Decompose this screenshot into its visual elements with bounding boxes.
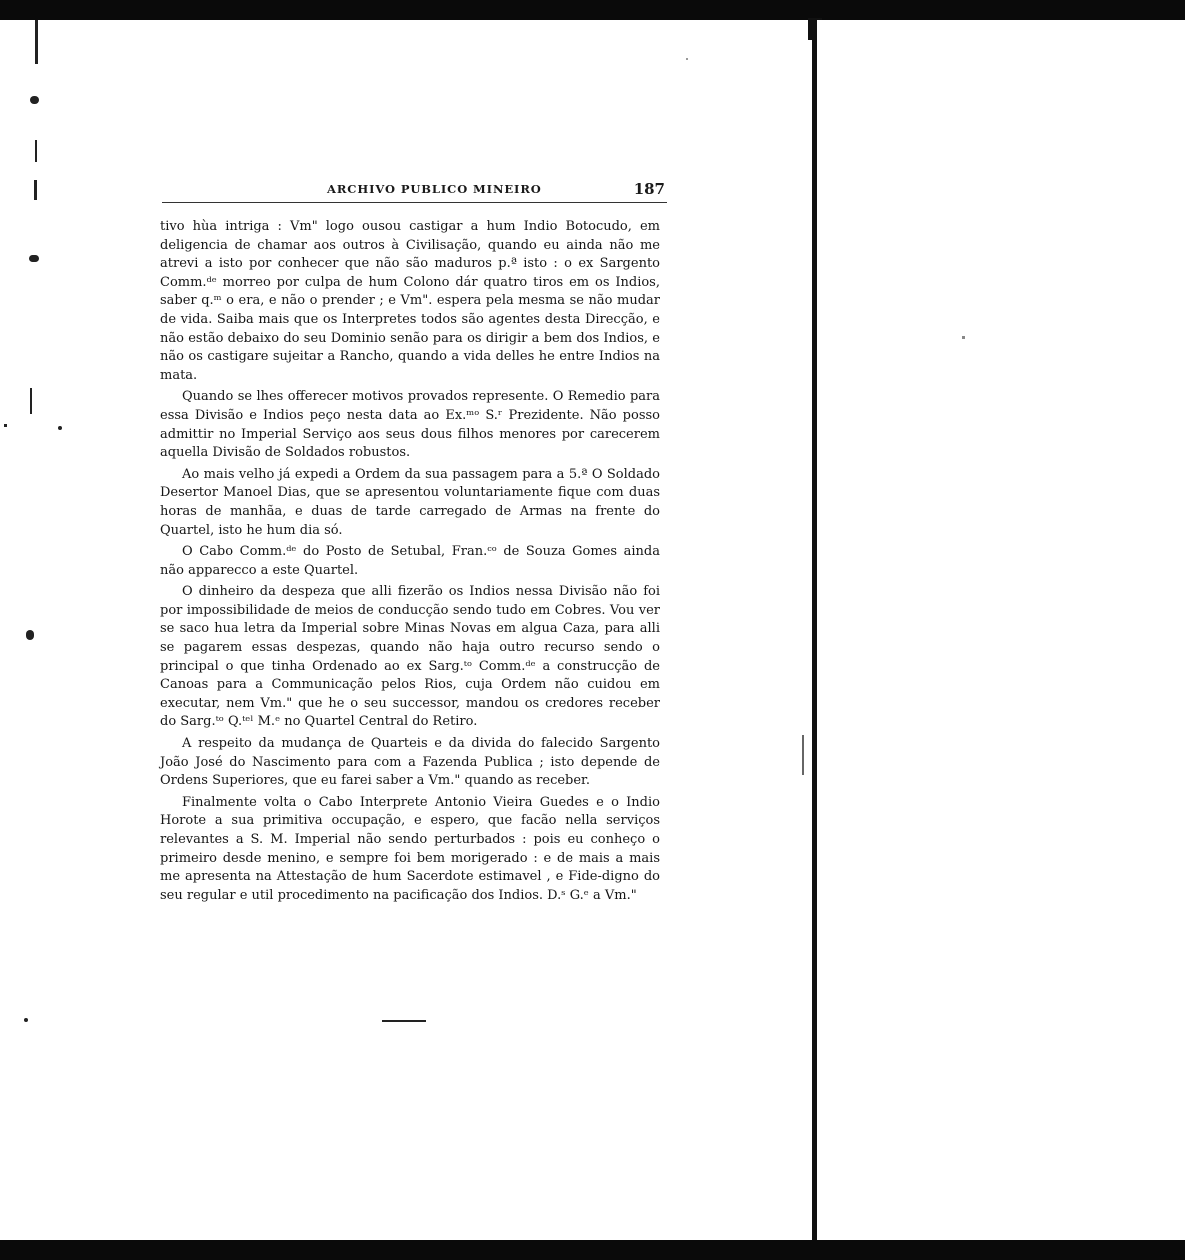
scan-mark [30, 96, 39, 104]
paragraph: A respeito da mudança de Quarteis e da divida do falecido Sargento João José do Nascimento para com a Fazenda Publica ; isto depende de Ordens Superiores, que eu farei saber a Vm." quando as receber. [160, 736, 660, 789]
scan-top-border [0, 0, 1185, 20]
paragraph: Finalmente volta o Cabo Interprete Antonio Vieira Guedes e o Indio Horote a sua primitiva occupação, e espero, que facão nella serviços relevantes a S. M. Imperial não sendo perturbados : pois eu conheço o primeiro desde menino, e sempre foi bem morigerado : e de mais a mais me apresenta na Attestação de hum Sacerdote estimavel , e Fide-digno do seu regular e util procedimento na pacificação dos Indios. D.ˢ G.ᵉ a Vm." [160, 794, 660, 903]
paragraph: Ao mais velho já expedi a Ordem da sua passagem para a 5.ª O Soldado Desertor Manoel Dias, que se apresentou voluntariamente fique com duas horas de manhãa, e duas de tarde carregado de Armas na frente do Quartel, isto he hum dia só. [160, 466, 660, 538]
scan-mark [35, 140, 37, 162]
running-title: ARCHIVO PUBLICO MINEIRO [327, 182, 542, 196]
scan-bottom-border [0, 1240, 1185, 1260]
scan-mark [34, 180, 37, 200]
closing-rule [382, 1020, 426, 1022]
scan-mark [30, 388, 32, 414]
scan-mark [24, 1018, 28, 1022]
page-number: 187 [633, 180, 665, 198]
header-rule [162, 202, 667, 203]
scan-mark [686, 58, 688, 60]
paragraph: tivo hùa intriga : Vm" logo ousou castigar a hum Indio Botocudo, em deligencia de chamar aos outros à Civilisação, quando eu ainda não me atrevi a isto por conhecer que não são maduros p.ª isto : o ex Sargento Comm.ᵈᵉ morreo por culpa de hum Colono dár quatro tiros em os Indios, saber q.ᵐ o era, e não o prender ; e Vm". espera pela mesma se não mudar de vida. Saiba mais que os Interpretes todos são agentes desta Direcção, e não estão debaixo do seu Dominio senão para os dirigir a bem dos Indios, e não os castigare sujeitar a Rancho, quando a vida delles he entre Indios na mata. [160, 219, 660, 383]
paragraph: O Cabo Comm.ᵈᵉ do Posto de Setubal, Fran.ᶜᵒ de Souza Gomes ainda não apparecco a este Quartel. [160, 544, 660, 578]
paragraph: Quando se lhes offerecer motivos provados represente. O Remedio para essa Divisão e Indios peço nesta data ao Ex.ᵐᵒ S.ʳ Prezidente. Não posso admittir no Imperial Serviço aos seus dous filhos menores por carecerem aquella Divisão de Soldados robustos. [160, 389, 660, 461]
scan-mark [26, 630, 34, 640]
scan-mark [29, 255, 39, 262]
scan-mark [58, 426, 62, 430]
scan-mark [35, 20, 38, 64]
scan-mark [4, 424, 7, 427]
blank-facing-page [817, 20, 1185, 1240]
scan-mark [802, 735, 804, 775]
letter-body [160, 218, 660, 905]
scan-mark [962, 336, 965, 339]
paragraph: O dinheiro da despeza que alli fizerão os Indios nessa Divisão não foi por impossibilidade de meios de conducção sendo tudo em Cobres. Vou ver se saco hua letra da Imperial sobre Minas Novas em algua Caza, para alli se pagarem essas despezas, quando não haja outro recurso sendo o principal o que tinha Ordenado ao ex Sarg.ᵗᵒ Comm.ᵈᵉ a construcção de Canoas para a Communicação pelos Rios, cuja Ordem não cuidou em executar, nem Vm." que he o seu successor, mandou os credores receber do Sarg.ᵗᵒ Q.ᵗᵉˡ M.ᵉ no Quartel Central do Retiro. [160, 584, 660, 730]
